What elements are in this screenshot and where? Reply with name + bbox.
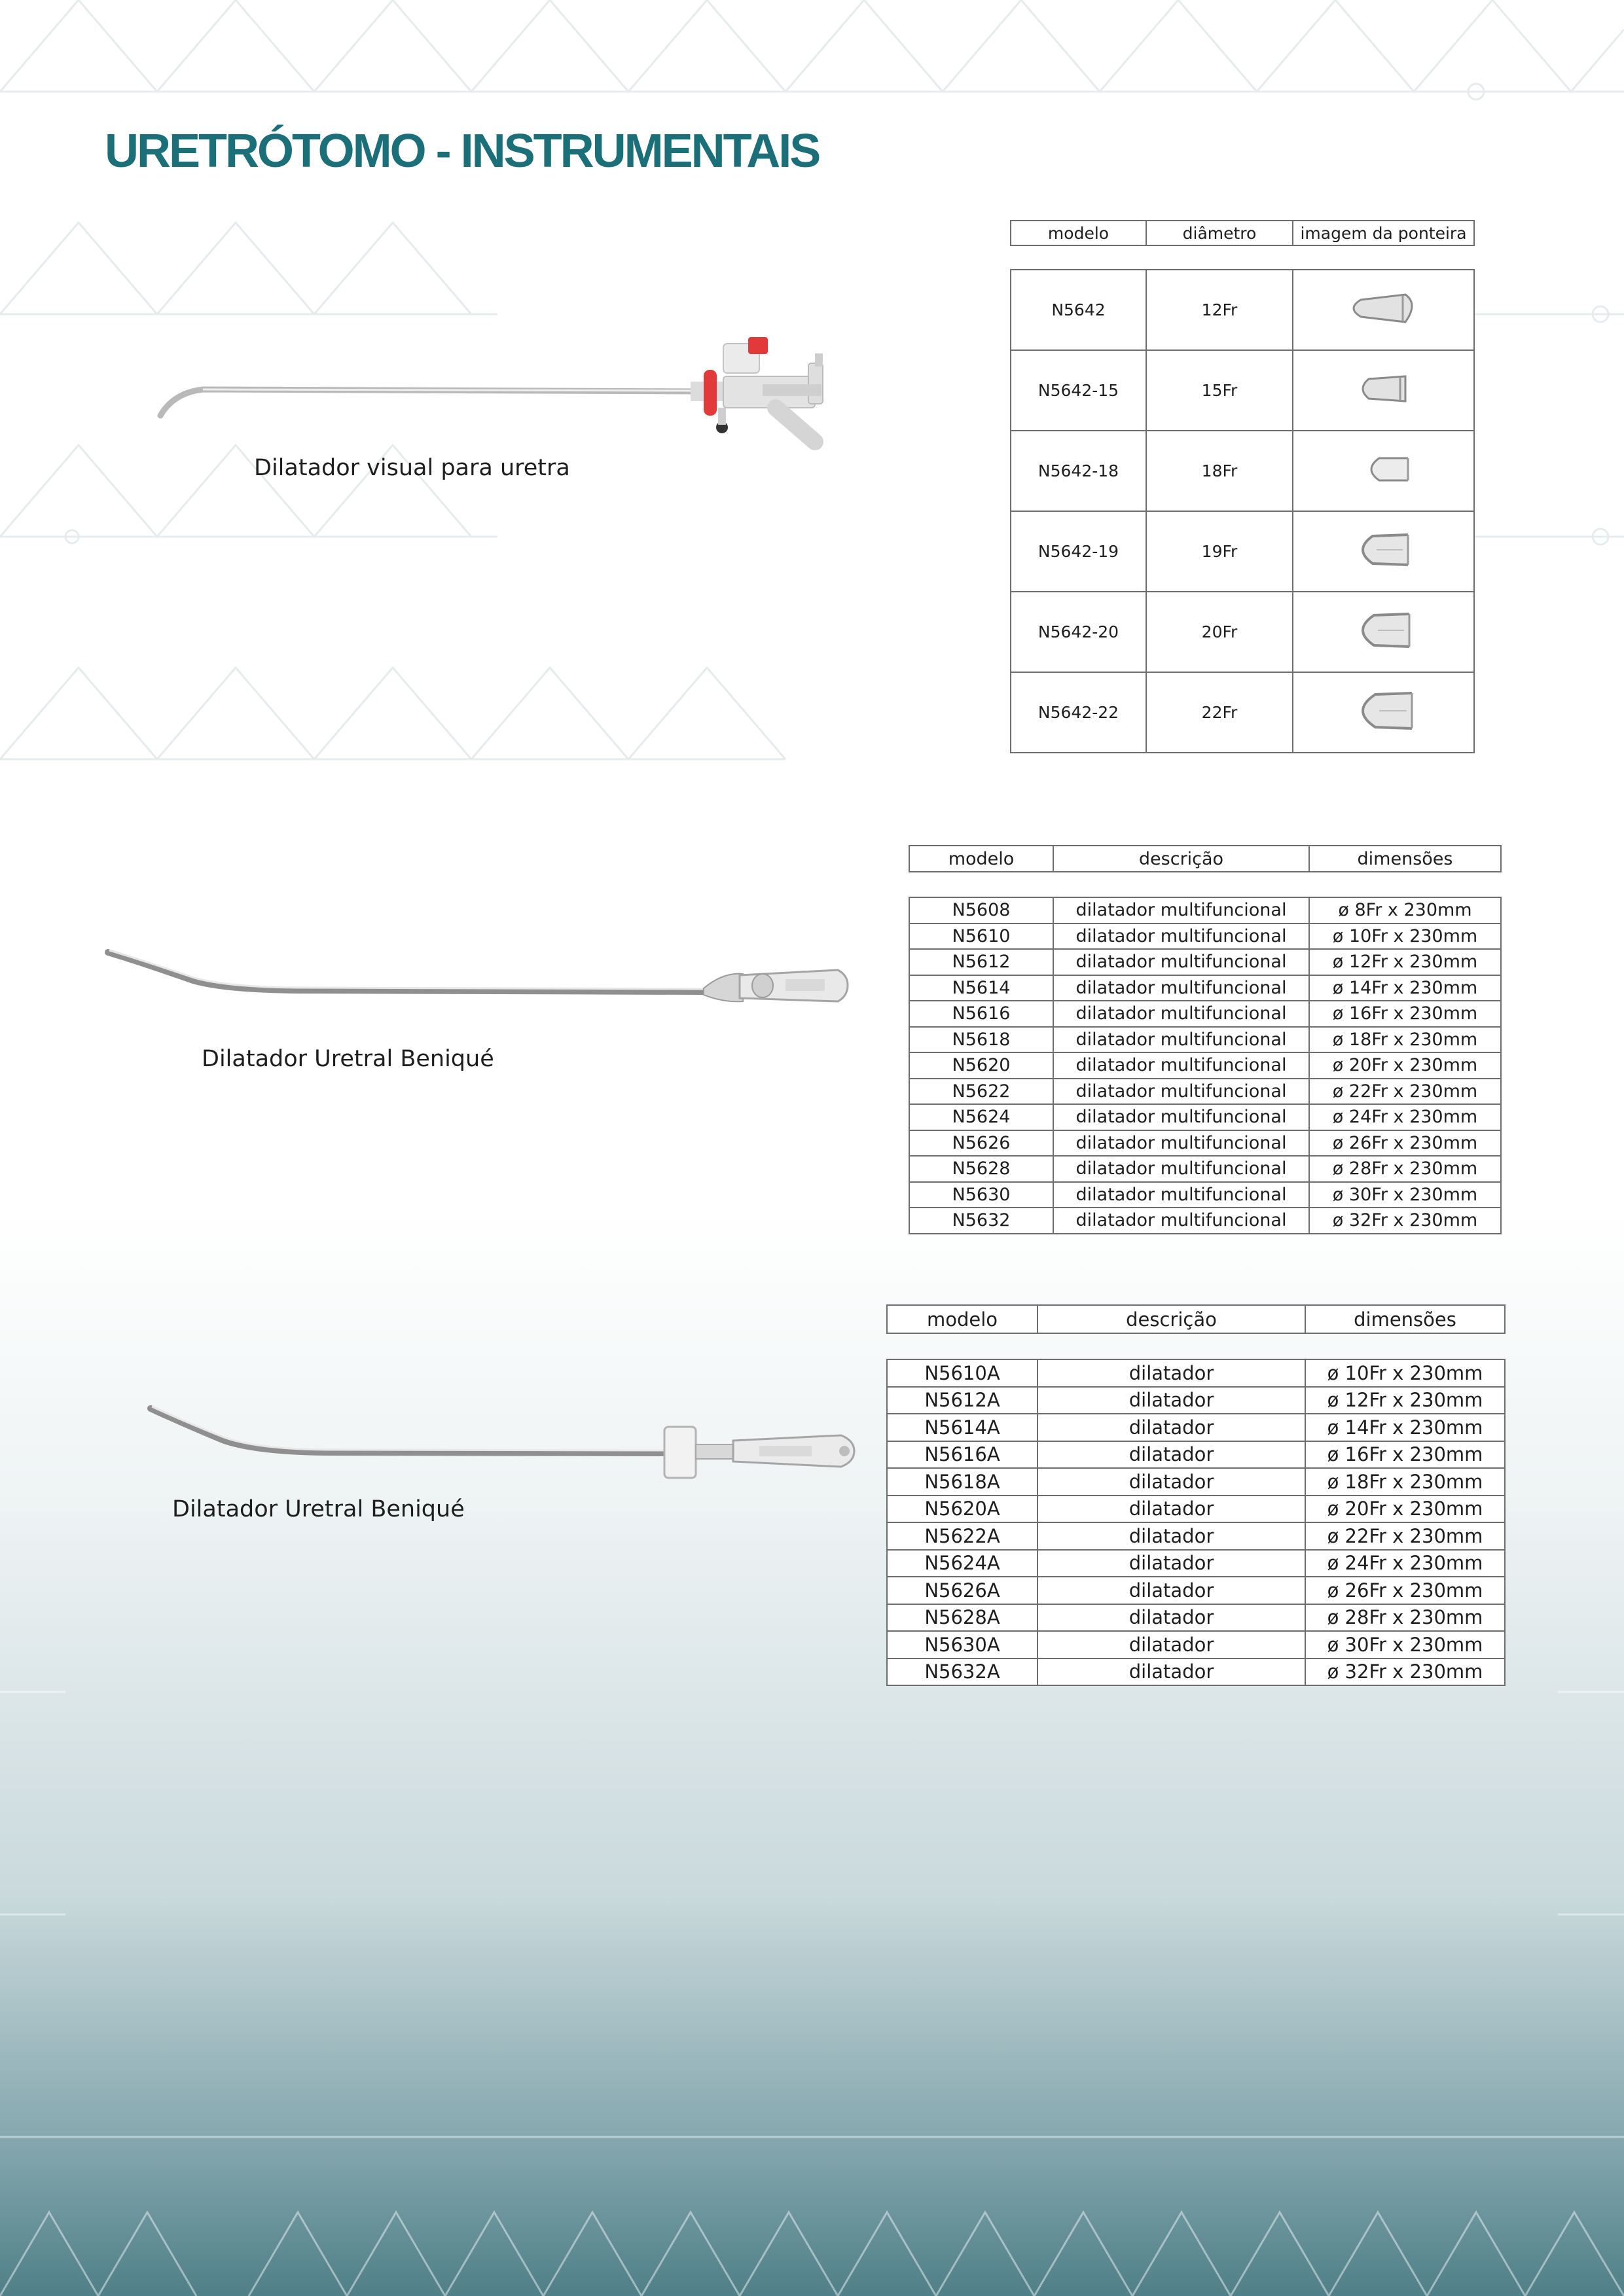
model-cell: N5626 <box>909 1130 1053 1157</box>
table-row <box>909 1001 1501 1027</box>
model-cell: N5614 <box>909 975 1053 1001</box>
description-cell: dilatador multifuncional <box>1053 1156 1309 1182</box>
description-cell: dilatador multifuncional <box>1053 1208 1309 1234</box>
description-cell: dilatador <box>1038 1550 1305 1577</box>
table-row <box>909 949 1501 975</box>
description-cell: dilatador <box>1038 1659 1305 1686</box>
tip-illustration <box>1335 285 1433 331</box>
model-cell: N5622 <box>909 1079 1053 1105</box>
model-cell: N5642-15 <box>1011 350 1146 431</box>
diameter-cell: 15Fr <box>1146 350 1293 431</box>
dimensions-cell: ø 16Fr x 230mm <box>1305 1441 1505 1469</box>
column-header: dimensões <box>1309 846 1501 872</box>
model-cell: N5616 <box>909 1001 1053 1027</box>
table-row <box>887 1359 1505 1387</box>
diameter-cell: 12Fr <box>1146 270 1293 350</box>
model-cell: N5616A <box>887 1441 1038 1469</box>
dimensions-cell: ø 32Fr x 230mm <box>1309 1208 1501 1234</box>
column-header: descrição <box>1053 846 1309 872</box>
benique-dilator-image <box>101 936 854 1021</box>
diameter-cell: 19Fr <box>1146 511 1293 592</box>
table-row <box>909 1027 1501 1053</box>
dimensions-cell: ø 10Fr x 230mm <box>1309 924 1501 950</box>
column-header: modelo <box>909 846 1053 872</box>
model-cell: N5612A <box>887 1387 1038 1414</box>
table-row <box>909 1079 1501 1105</box>
model-cell: N5612 <box>909 949 1053 975</box>
model-cell: N5614A <box>887 1414 1038 1441</box>
description-cell: dilatador multifuncional <box>1053 1052 1309 1079</box>
model-cell: N5632 <box>909 1208 1053 1234</box>
column-header: dimensões <box>1305 1305 1505 1333</box>
table-row <box>887 1468 1505 1496</box>
column-header: descrição <box>1038 1305 1305 1333</box>
description-cell: dilatador multifuncional <box>1053 1104 1309 1130</box>
dimensions-cell: ø 30Fr x 230mm <box>1309 1182 1501 1208</box>
model-cell: N5626A <box>887 1577 1038 1604</box>
description-cell: dilatador multifuncional <box>1053 949 1309 975</box>
table-row <box>909 1052 1501 1079</box>
dimensions-cell: ø 22Fr x 230mm <box>1305 1522 1505 1550</box>
table-row <box>887 1550 1505 1577</box>
model-cell: N5610 <box>909 924 1053 950</box>
table-row <box>1011 350 1474 431</box>
table-row <box>909 975 1501 1001</box>
model-cell: N5628A <box>887 1604 1038 1632</box>
description-cell: dilatador <box>1038 1496 1305 1523</box>
product-caption: Dilatador visual para uretra <box>254 455 570 481</box>
column-header: imagem da ponteira <box>1293 221 1474 245</box>
dimensions-cell: ø 14Fr x 230mm <box>1305 1414 1505 1441</box>
dimensions-cell: ø 14Fr x 230mm <box>1309 975 1501 1001</box>
description-cell: dilatador multifuncional <box>1053 1001 1309 1027</box>
table-row <box>887 1522 1505 1550</box>
tip-image-cell <box>1293 431 1474 511</box>
model-cell: N5620A <box>887 1496 1038 1523</box>
tip-image-cell <box>1293 511 1474 592</box>
spec-table <box>909 897 1502 1234</box>
description-cell: dilatador <box>1038 1631 1305 1659</box>
diameter-cell: 18Fr <box>1146 431 1293 511</box>
spec-table <box>886 1359 1506 1686</box>
dimensions-cell: ø 18Fr x 230mm <box>1309 1027 1501 1053</box>
description-cell: dilatador multifuncional <box>1053 1130 1309 1157</box>
model-cell: N5642-19 <box>1011 511 1146 592</box>
tip-illustration <box>1335 607 1433 653</box>
model-cell: N5630 <box>909 1182 1053 1208</box>
dimensions-cell: ø 12Fr x 230mm <box>1305 1387 1505 1414</box>
column-header: modelo <box>1011 221 1146 245</box>
table-row <box>909 1130 1501 1157</box>
table-row <box>887 1441 1505 1469</box>
description-cell: dilatador multifuncional <box>1053 975 1309 1001</box>
table-row <box>887 1414 1505 1441</box>
description-cell: dilatador <box>1038 1359 1305 1387</box>
model-cell: N5618A <box>887 1468 1038 1496</box>
description-cell: dilatador <box>1038 1441 1305 1469</box>
tip-illustration <box>1335 527 1433 573</box>
product-caption: Dilatador Uretral Beniqué <box>172 1496 465 1522</box>
table-row <box>887 1659 1505 1686</box>
table-row <box>887 1496 1505 1523</box>
model-cell: N5618 <box>909 1027 1053 1053</box>
benique-dilator-image <box>144 1397 864 1489</box>
dimensions-cell: ø 20Fr x 230mm <box>1305 1496 1505 1523</box>
model-cell: N5624 <box>909 1104 1053 1130</box>
model-cell: N5610A <box>887 1359 1038 1387</box>
dimensions-cell: ø 30Fr x 230mm <box>1305 1631 1505 1659</box>
page-title: URETRÓTOMO - INSTRUMENTAIS <box>105 125 820 177</box>
model-cell: N5620 <box>909 1052 1053 1079</box>
table-row <box>1011 592 1474 672</box>
table-row <box>1011 270 1474 350</box>
description-cell: dilatador <box>1038 1577 1305 1604</box>
description-cell: dilatador multifuncional <box>1053 897 1309 924</box>
dimensions-cell: ø 10Fr x 230mm <box>1305 1359 1505 1387</box>
dimensions-cell: ø 32Fr x 230mm <box>1305 1659 1505 1686</box>
table-row <box>909 924 1501 950</box>
description-cell: dilatador <box>1038 1604 1305 1632</box>
spec-table <box>1010 269 1475 753</box>
spec-table-header <box>886 1304 1506 1334</box>
table-row <box>909 1208 1501 1234</box>
model-cell: N5608 <box>909 897 1053 924</box>
table-row <box>887 1631 1505 1659</box>
column-header: diâmetro <box>1146 221 1293 245</box>
model-cell: N5642 <box>1011 270 1146 350</box>
table-row <box>909 1156 1501 1182</box>
model-cell: N5628 <box>909 1156 1053 1182</box>
spec-table-header <box>1010 220 1475 246</box>
table-row <box>909 1104 1501 1130</box>
model-cell: N5630A <box>887 1631 1038 1659</box>
description-cell: dilatador <box>1038 1522 1305 1550</box>
model-cell: N5632A <box>887 1659 1038 1686</box>
table-row <box>887 1604 1505 1632</box>
dimensions-cell: ø 22Fr x 230mm <box>1309 1079 1501 1105</box>
tip-image-cell <box>1293 672 1474 753</box>
column-header: modelo <box>887 1305 1038 1333</box>
description-cell: dilatador multifuncional <box>1053 924 1309 950</box>
model-cell: N5622A <box>887 1522 1038 1550</box>
description-cell: dilatador multifuncional <box>1053 1027 1309 1053</box>
dimensions-cell: ø 26Fr x 230mm <box>1305 1577 1505 1604</box>
table-row <box>909 1182 1501 1208</box>
tip-image-cell <box>1293 592 1474 672</box>
model-cell: N5642-22 <box>1011 672 1146 753</box>
dimensions-cell: ø 12Fr x 230mm <box>1309 949 1501 975</box>
tip-illustration <box>1335 366 1433 412</box>
description-cell: dilatador <box>1038 1414 1305 1441</box>
tip-illustration <box>1335 688 1433 734</box>
diameter-cell: 22Fr <box>1146 672 1293 753</box>
model-cell: N5642-20 <box>1011 592 1146 672</box>
tip-image-cell <box>1293 350 1474 431</box>
table-row <box>887 1577 1505 1604</box>
spec-table-header <box>909 845 1502 872</box>
diameter-cell: 20Fr <box>1146 592 1293 672</box>
tip-illustration <box>1335 446 1433 492</box>
table-row <box>887 1387 1505 1414</box>
table-row <box>909 897 1501 924</box>
dimensions-cell: ø 8Fr x 230mm <box>1309 897 1501 924</box>
tip-image-cell <box>1293 270 1474 350</box>
dimensions-cell: ø 26Fr x 230mm <box>1309 1130 1501 1157</box>
model-cell: N5624A <box>887 1550 1038 1577</box>
table-row <box>1011 431 1474 511</box>
dimensions-cell: ø 20Fr x 230mm <box>1309 1052 1501 1079</box>
dimensions-cell: ø 28Fr x 230mm <box>1309 1156 1501 1182</box>
table-row <box>1011 511 1474 592</box>
description-cell: dilatador multifuncional <box>1053 1079 1309 1105</box>
description-cell: dilatador <box>1038 1387 1305 1414</box>
dimensions-cell: ø 18Fr x 230mm <box>1305 1468 1505 1496</box>
description-cell: dilatador multifuncional <box>1053 1182 1309 1208</box>
dimensions-cell: ø 24Fr x 230mm <box>1305 1550 1505 1577</box>
table-row <box>1011 672 1474 753</box>
visual-dilator-image <box>154 331 900 461</box>
dimensions-cell: ø 24Fr x 230mm <box>1309 1104 1501 1130</box>
product-caption: Dilatador Uretral Beniqué <box>202 1046 494 1072</box>
dimensions-cell: ø 28Fr x 230mm <box>1305 1604 1505 1632</box>
model-cell: N5642-18 <box>1011 431 1146 511</box>
description-cell: dilatador <box>1038 1468 1305 1496</box>
dimensions-cell: ø 16Fr x 230mm <box>1309 1001 1501 1027</box>
